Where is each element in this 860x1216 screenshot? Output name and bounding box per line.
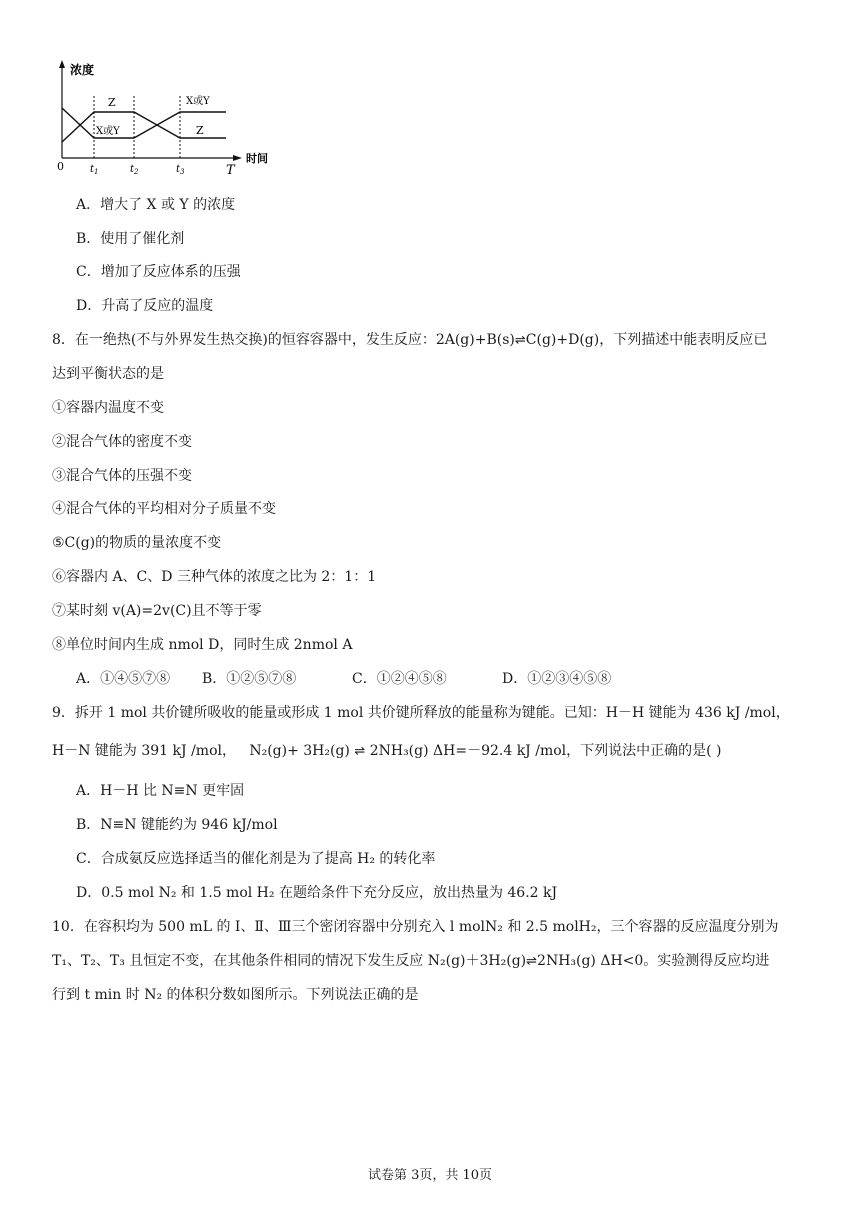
reversible-arrow-icon: ⇌ xyxy=(514,333,526,348)
label-xy-bottom: X或Y xyxy=(96,126,120,137)
y-axis-arrow-icon xyxy=(59,60,65,68)
x-axis-label: 时间 xyxy=(246,152,268,165)
tick-t2: $t_2$ xyxy=(130,164,139,176)
q10-stem-line3: 行到 t min 时 N₂ 的体积分数如图所示。下列说法正确的是 xyxy=(52,987,419,1003)
q8-item: ②混合气体的密度不变 xyxy=(52,434,192,450)
reversible-arrow-icon: ⇌ xyxy=(354,744,366,759)
q7-option-b: B．使用了催化剂 xyxy=(76,231,185,247)
q7-option-d: D．升高了反应的温度 xyxy=(76,298,214,314)
q8-option-b: B．①②⑤⑦⑧ xyxy=(202,671,297,687)
q8-stem-line2: 达到平衡状态的是 xyxy=(52,366,164,382)
q8-item: ④混合气体的平均相对分子质量不变 xyxy=(52,501,276,517)
q9-option-b: B．N≡N 键能约为 946 kJ/mol xyxy=(76,817,278,833)
q8-option-c: C．①②④⑤⑧ xyxy=(352,671,447,687)
label-z-top: Z xyxy=(108,96,116,109)
q7-option-a: A．增大了 X 或 Y 的浓度 xyxy=(76,197,236,213)
axis-letter-T: T xyxy=(226,163,235,178)
q7-option-c: C．增加了反应体系的压强 xyxy=(76,264,241,280)
q8-item: ⑥容器内 A、C、D 三种气体的浓度之比为 2：1：1 xyxy=(52,569,377,585)
y-axis-label: 浓度 xyxy=(70,63,95,77)
q9-stem-line1: 9．拆开 1 mol 共价键所吸收的能量或形成 1 mol 共价键所释放的能量称为键能。已知：H－H 键能为 436 kJ /mol， xyxy=(52,705,790,721)
q8-option-a: A．①④⑤⑦⑧ xyxy=(76,671,171,687)
label-xy-top: X或Y xyxy=(186,96,210,107)
label-z-bottom: Z xyxy=(196,124,204,137)
q8-item: ⑧单位时间内生成 nmol D，同时生成 2nmol A xyxy=(52,637,353,653)
q8-stem-line1: 8．在一绝热(不与外界发生热交换)的恒容容器中，发生反应：2A(g)+B(s)⇌C(g)+D(g)，下列描述中能表明反应已 xyxy=(52,332,768,348)
q9-stem-line2: H－N 键能为 391 kJ /mol， N₂(g)+ 3H₂(g) ⇌ 2NH₃(g) ΔH=－92.4 kJ /mol，下列说法中正确的是( ) xyxy=(52,743,722,759)
q10-stem-line2: T₁、T₂、T₃ 且恒定不变，在其他条件相同的情况下发生反应 N₂(g)＋3H₂(g)⇌2NH₃(g) ΔH<0。实验测得反应均进 xyxy=(52,953,770,969)
x-axis-arrow-icon xyxy=(233,155,242,161)
origin-label: 0 xyxy=(57,160,64,173)
q8-item: ⑤C(g)的物质的量浓度不变 xyxy=(52,535,222,551)
q9-option-c: C．合成氨反应选择适当的催化剂是为了提高 H₂ 的转化率 xyxy=(76,851,436,867)
page-footer: 试卷第 3页，共 10页 xyxy=(367,1168,493,1183)
tick-t1: $t_1$ xyxy=(90,164,99,176)
reversible-arrow-icon: ⇌ xyxy=(526,954,538,969)
q9-option-a: A．H－H 比 N≡N 更牢固 xyxy=(76,783,245,799)
tick-t3: $t_3$ xyxy=(176,164,185,176)
q8-option-d: D．①②③④⑤⑧ xyxy=(502,671,612,687)
q8-item: ①容器内温度不变 xyxy=(52,400,164,416)
q9-option-d: D．0.5 mol N₂ 和 1.5 mol H₂ 在题给条件下充分反应，放出热量为 46.2 kJ xyxy=(76,885,558,901)
q10-stem-line1: 10．在容积均为 500 mL 的 I、Ⅱ、Ⅲ三个密闭容器中分别充入 l molN₂ 和 2.5 molH₂，三个容器的反应温度分别为 xyxy=(52,919,779,935)
concentration-time-graph xyxy=(56,58,286,178)
q8-item: ⑦某时刻 v(A)=2v(C)且不等于零 xyxy=(52,603,262,619)
q8-item: ③混合气体的压强不变 xyxy=(52,468,192,484)
